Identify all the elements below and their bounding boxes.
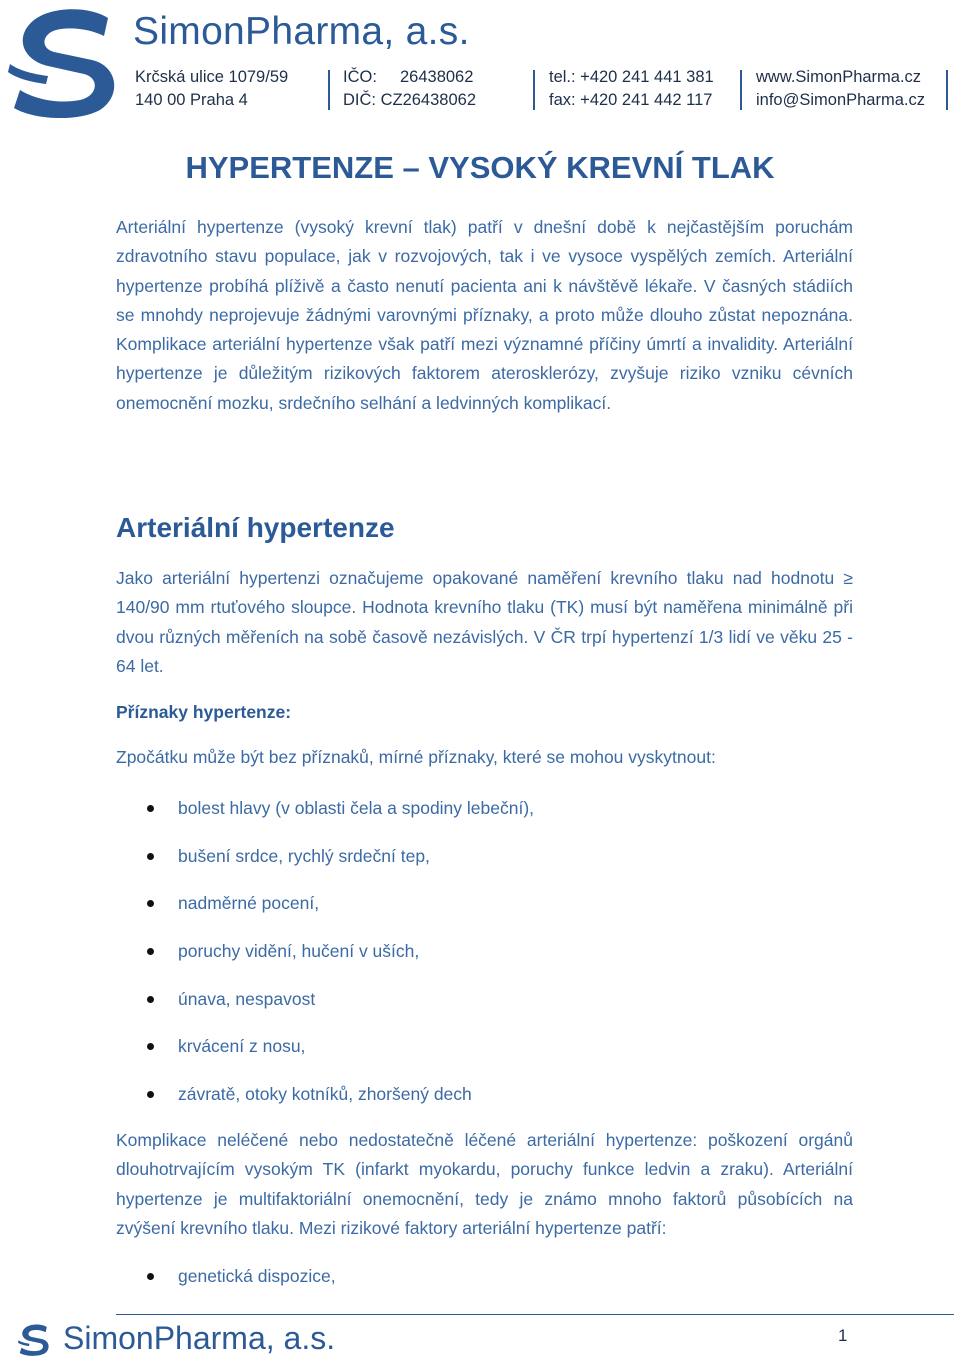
- footer-divider: [116, 1314, 954, 1315]
- intro-paragraph: Arteriální hypertenze (vysoký krevní tlak) patří v dnešní době k nejčastějším poruchám zdravotního stavu populace, jak v rozvojových, tak i ve vysoce vyspělých zemích. Arteriální hypertenze probíhá plíživě a často nenutí pacienta ani k návštěvě lékaře. V časných stádiích se mnohdy neprojevuje žádnými varovnými příznaky, a proto může dlouho zůstat nepoznána. Komplikace arteriální hypertenze však patří mezi významné příčiny úmrtí a invalidity. Arteriální hypertenze je důležitým rizikových faktorem aterosklerózy, zvyšuje riziko vzniku cévních onemocnění mozku, srdečního selhání a ledvinných komplikací.: [116, 217, 853, 413]
- list-item: genetická dispozice,: [146, 1264, 846, 1312]
- bullet-icon: [147, 900, 154, 907]
- list-item: závratě, otoky kotníků, zhoršený dech: [146, 1082, 846, 1130]
- web-block: [756, 66, 925, 112]
- page-title: HYPERTENZE – VYSOKÝ KREVNÍ TLAK: [185, 150, 775, 185]
- ico-label: IČO:: [343, 68, 377, 86]
- list-item: bušení srdce, rychlý srdeční tep,: [146, 844, 846, 892]
- list-item: krvácení z nosu,: [146, 1034, 846, 1082]
- header-divider: [740, 70, 742, 110]
- address-line-2: 140 00 Praha 4: [135, 91, 248, 109]
- website-link[interactable]: www.SimonPharma.cz: [756, 68, 922, 86]
- registration-block: [343, 66, 476, 112]
- address-line-1: Krčská ulice 1079/59: [135, 68, 289, 86]
- list-item: nadměrné pocení,: [146, 891, 846, 939]
- list-item: bolest hlavy (v oblasti čela a spodiny lebeční),: [146, 796, 846, 844]
- phone-number: tel.: +420 241 441 381: [549, 68, 714, 86]
- list-item: únava, nespavost: [146, 987, 846, 1035]
- phone-block: [549, 66, 714, 112]
- company-name: SimonPharma, a.s.: [133, 10, 470, 53]
- section-heading: Arteriální hypertenze: [116, 512, 395, 543]
- fax-number: fax: +420 241 442 117: [549, 91, 713, 109]
- list-item: poruchy vidění, hučení v uších,: [146, 939, 846, 987]
- header-divider: [946, 70, 948, 110]
- email-link[interactable]: info@SimonPharma.cz: [756, 91, 925, 109]
- page-number: 1: [838, 1326, 848, 1345]
- section-paragraph: Jako arteriální hypertenzi označujeme opakované naměření krevního tlaku nad hodnotu ≥ 140/90 mm rtuťového sloupce. Hodnota krevního tlaku (TK) musí být naměřena minimálně při dvou různých měřeních na sobě časově nezávislých. V ČR trpí hypertenzí 1/3 lidí ve věku 25 - 64 let.: [116, 568, 853, 676]
- header-divider: [328, 70, 330, 110]
- bullet-icon: [147, 853, 154, 860]
- bullet-icon: [147, 805, 154, 812]
- bullet-icon: [147, 1091, 154, 1098]
- symptoms-heading: Příznaky hypertenze:: [116, 702, 292, 722]
- address-block: [135, 66, 288, 112]
- s-logo-icon: [18, 1322, 52, 1358]
- ico-value: 26438062: [400, 68, 474, 86]
- risk-factors-list: [146, 1264, 846, 1312]
- bullet-icon: [147, 1043, 154, 1050]
- bullet-icon: [147, 948, 154, 955]
- s-logo-icon: [8, 4, 126, 122]
- header-divider: [533, 70, 535, 110]
- complications-paragraph: Komplikace neléčené nebo nedostatečně léčené arteriální hypertenze: poškození orgánů dlouhotrvajícím vysokým TK (infarkt myokardu, poruchy funkce ledvin a zraku). Arteriální hypertenze je multifaktoriální onemocnění, tedy je známo mnoho faktorů působících na zvýšení krevního tlaku. Mezi rizikové faktory arteriální hypertenze patří:: [116, 1130, 853, 1238]
- symptoms-lead: Zpočátku může být bez příznaků, mírné příznaky, které se mohou vyskytnout:: [116, 747, 716, 767]
- footer-company-name: SimonPharma, a.s.: [63, 1320, 336, 1356]
- symptoms-list: [146, 796, 846, 1130]
- bullet-icon: [147, 1273, 154, 1280]
- dic-value: DIČ: CZ26438062: [343, 91, 476, 109]
- bullet-icon: [147, 996, 154, 1003]
